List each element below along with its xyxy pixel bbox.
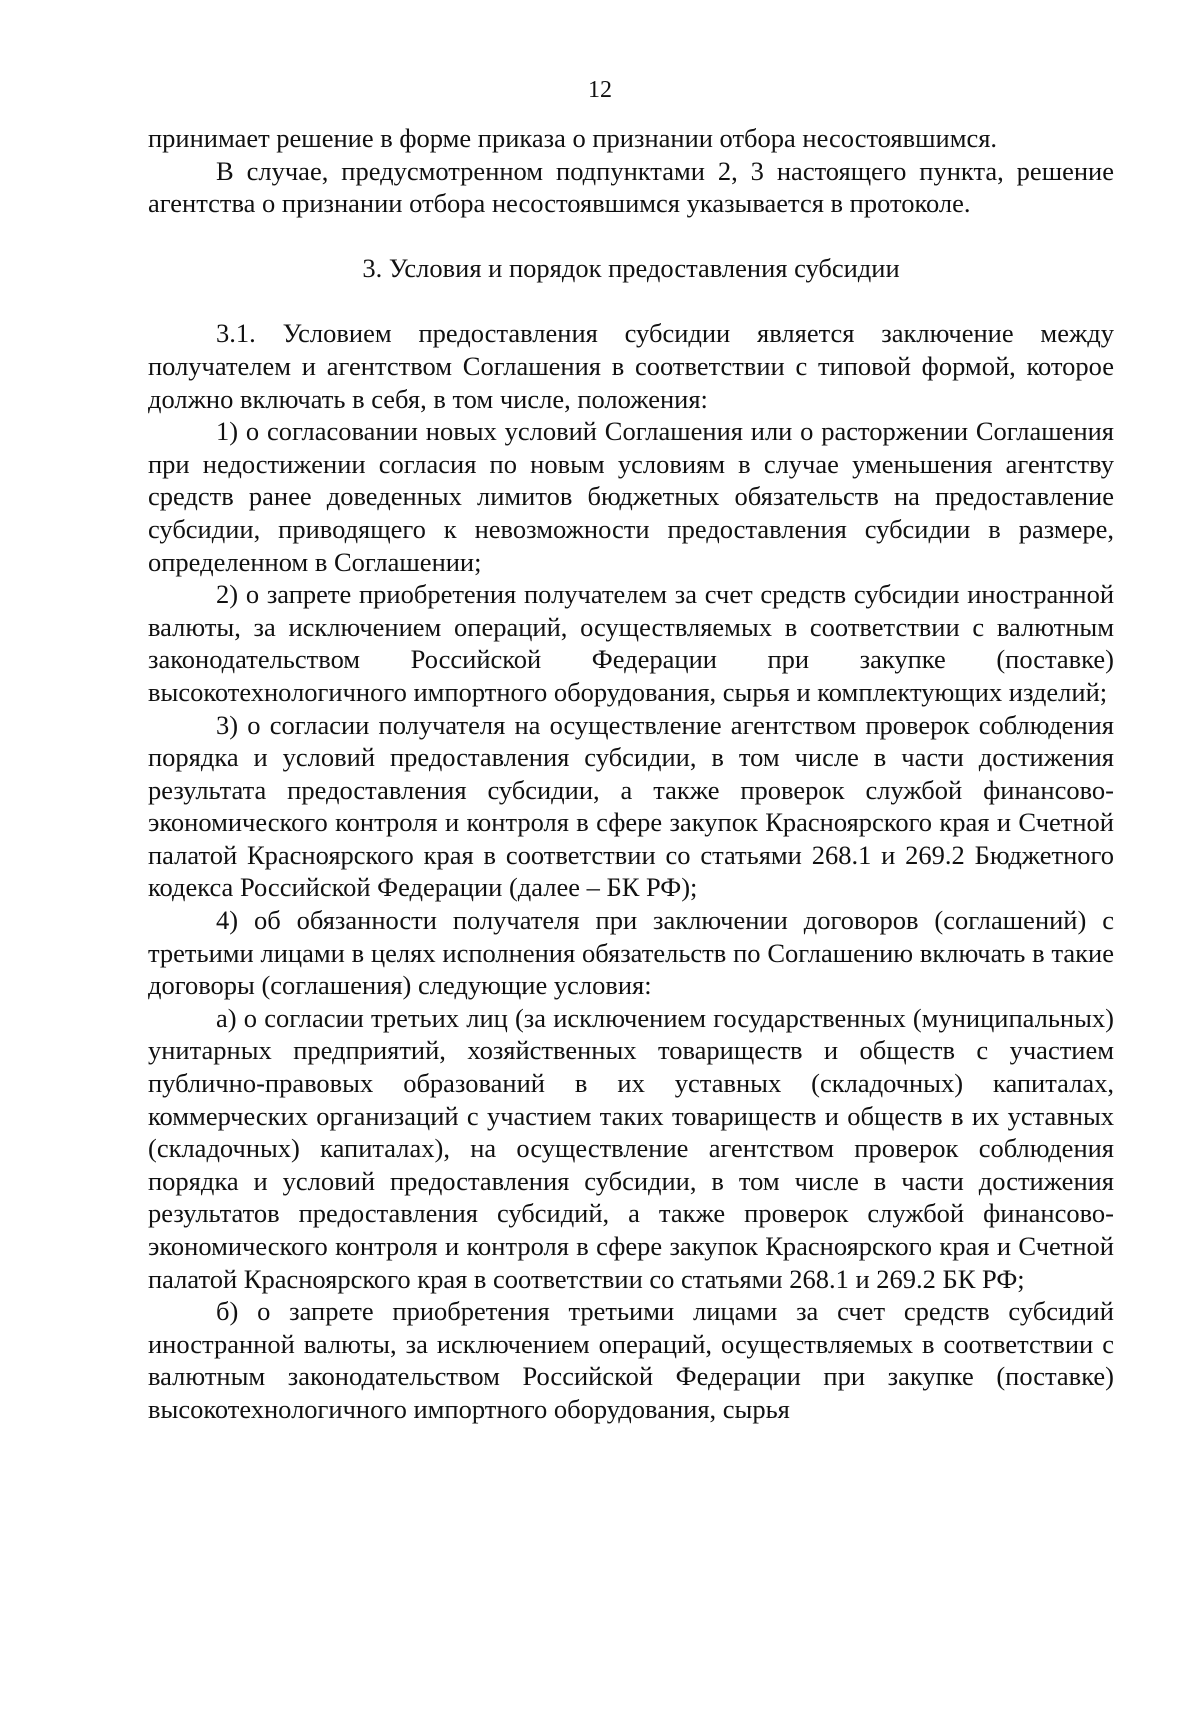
page-number: 12	[588, 77, 612, 103]
paragraph-item-4: 4) об обязанности получателя при заключении договоров (соглашений) с третьими лицами в целях исполнения обязательств по Соглашению включать в такие договоры (соглашения) следующие условия:	[148, 905, 1114, 1001]
paragraph-subitem-a: а) о согласии третьих лиц (за исключением государственных (муниципальных) унитарных предприятий, хозяйственных товариществ и обществ с участием публично-правовых образований в их уставных (складочных) капиталах, коммерческих организаций с участием таких товариществ и обществ в их уставных (складочных) капиталах), на осуществление агентством проверок соблюдения порядка и условий предоставления субсидии, в том числе в части достижения результатов предоставления субсидий, а также проверок службой финансово-экономического контроля и контроля в сфере закупок Красноярского края и Счетной палатой Красноярского края в соответствии со статьями 268.1 и 269.2 БК РФ;	[148, 1002, 1114, 1294]
paragraph-subitem-b: б) о запрете приобретения третьими лицами за счет средств субсидий иностранной валюты, за исключением операций, осуществляемых в соответствии с валютным законодательством Российской Федерации при закупке (поставке) высокотехнологичного импортного оборудования, сырья	[148, 1296, 1114, 1424]
paragraph-item-3: 3) о согласии получателя на осуществление агентством проверок соблюдения порядка и условий предоставления субсидии, в том числе в части достижения результата предоставления субсидии, а также проверок службой финансово-экономического контроля и контроля в сфере закупок Красноярского края и Счетной палатой Красноярского края в соответствии со статьями 268.1 и 269.2 Бюджетного кодекса Российской Федерации (далее – БК РФ);	[148, 709, 1114, 903]
paragraph-continuation: принимает решение в форме приказа о признании отбора несостоявшимся.	[148, 123, 998, 153]
paragraph-3-1: 3.1. Условием предоставления субсидии является заключение между получателем и агентством Соглашения в соответствии с типовой формой, которое должно включать в себя, в том числе, положения:	[148, 318, 1114, 414]
paragraph-item-2: 2) о запрете приобретения получателем за счет средств субсидии иностранной валюты, за исключением операций, осуществляемых в соответствии с валютным законодательством Российской Федерации при закупке (поставке) высокотехнологичного импортного оборудования, сырья и комплектующих изделий;	[148, 579, 1114, 707]
document-body	[148, 122, 1114, 1426]
paragraph-item-1: 1) о согласовании новых условий Соглашения или о расторжении Соглашения при недостижении согласия по новым условиям в случае уменьшения агентству средств ранее доведенных лимитов бюджетных обязательств на предоставление субсидии, приводящего к невозможности предоставления субсидии в размере, определенном в Соглашении;	[148, 416, 1114, 577]
paragraph-protocol: В случае, предусмотренном подпунктами 2, 3 настоящего пункта, решение агентства о признании отбора несостоявшимся указывается в протоколе.	[148, 155, 1114, 219]
section-heading: 3. Условия и порядок предоставления субсидии	[362, 252, 900, 283]
